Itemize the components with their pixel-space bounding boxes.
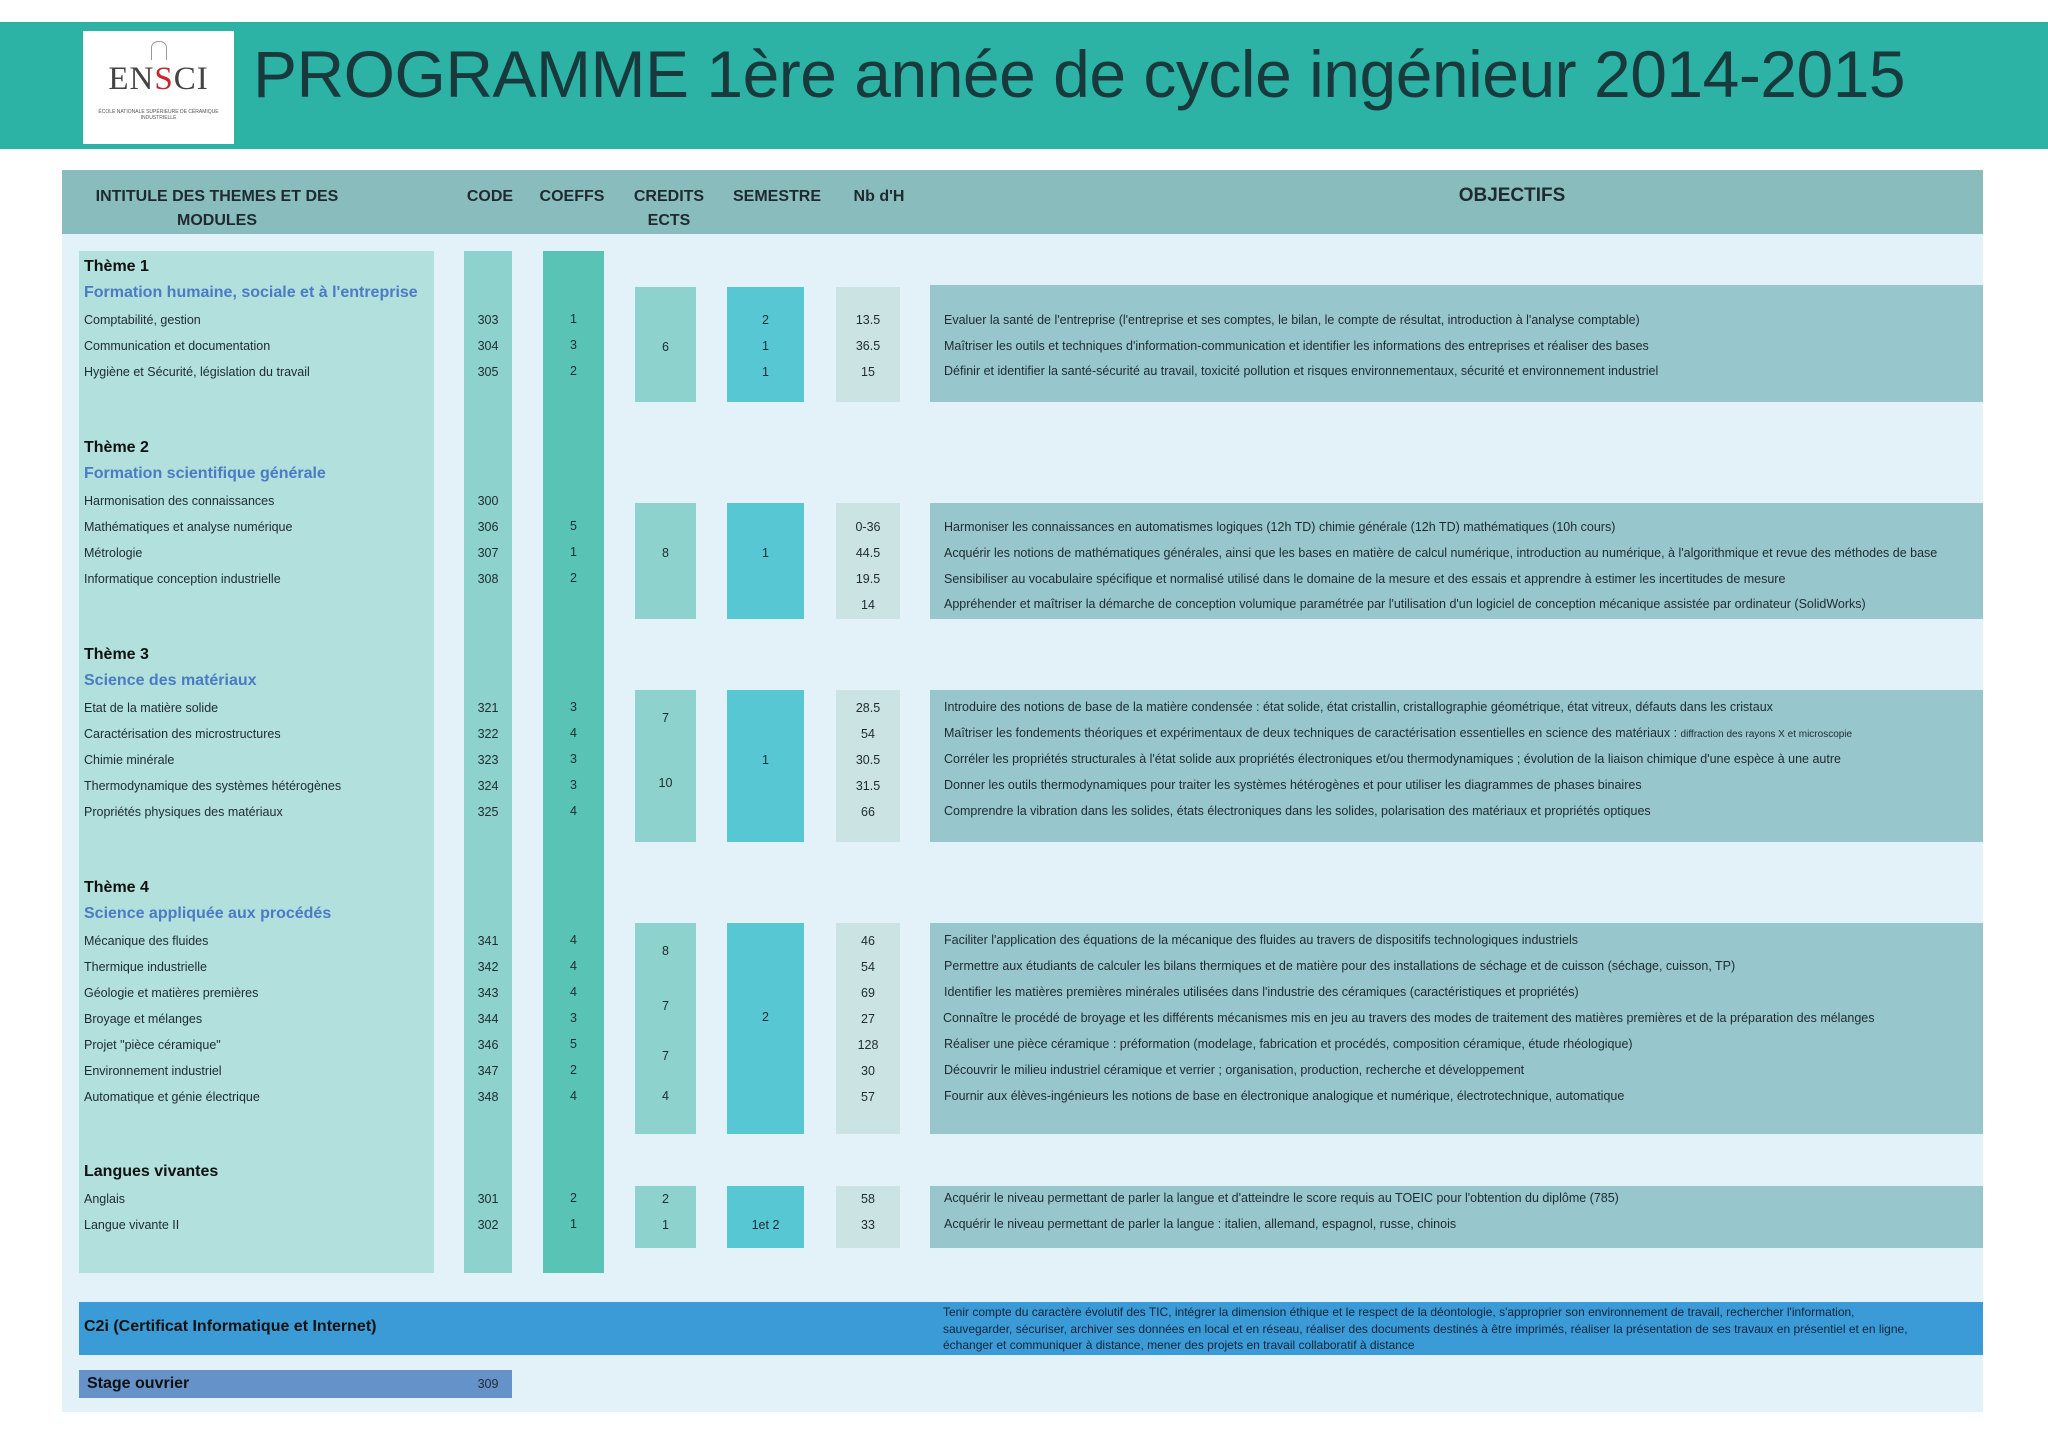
credits-value: 7 xyxy=(662,1049,669,1063)
module-name: Hygiène et Sécurité, législation du travail xyxy=(84,365,310,379)
module-coeff: 4 xyxy=(570,804,577,818)
module-hours: 15 xyxy=(861,365,875,379)
header-coeffs: COEFFS xyxy=(539,188,605,205)
module-hours: 30.5 xyxy=(855,753,881,767)
credits-value: 6 xyxy=(662,340,669,354)
module-code: 322 xyxy=(477,727,499,741)
module-hours: 14 xyxy=(861,598,875,612)
module-coeff: 1 xyxy=(570,312,577,326)
module-code: 325 xyxy=(477,805,499,819)
theme-label: Thème 1 xyxy=(84,258,149,275)
credits-block xyxy=(635,503,696,619)
module-code: 301 xyxy=(477,1192,499,1206)
module-hours: 44.5 xyxy=(855,546,881,560)
module-name: Projet "pièce céramique" xyxy=(84,1038,221,1052)
module-name: Caractérisation des microstructures xyxy=(84,727,281,741)
credits-value: 2 xyxy=(662,1192,669,1206)
module-hours: 54 xyxy=(861,960,875,974)
semestre-block xyxy=(727,923,804,1134)
module-coeff: 3 xyxy=(570,1011,577,1025)
module-objective: Acquérir le niveau permettant de parler la langue : italien, allemand, espagnol, russe, chinois xyxy=(944,1217,1457,1231)
ensci-logo xyxy=(83,31,234,144)
module-name: Comptabilité, gestion xyxy=(84,313,201,327)
module-name: Automatique et génie électrique xyxy=(84,1090,260,1104)
module-code: 323 xyxy=(477,753,499,767)
module-hours: 46 xyxy=(861,934,875,948)
module-coeff: 3 xyxy=(570,338,577,352)
module-code: 324 xyxy=(477,779,499,793)
module-code: 344 xyxy=(477,1012,499,1026)
module-coeff: 2 xyxy=(570,1191,577,1205)
logo-flame-icon xyxy=(151,41,167,60)
module-objective: Comprendre la vibration dans les solides, états électroniques dans les solides, polarisation des matériaux et propriétés optiques xyxy=(944,804,1651,818)
module-name: Thermodynamique des systèmes hétérogènes xyxy=(84,779,342,793)
theme-name: Formation humaine, sociale et à l'entreprise xyxy=(84,284,418,301)
module-objective: Réaliser une pièce céramique : préformation (modelage, fabrication et procédés, composition céramique, étude rhéologique) xyxy=(944,1037,1633,1051)
module-objective: Maîtriser les fondements théoriques et expérimentaux de deux techniques de caractérisation essentielles en science des matériaux : diffraction des rayons X et microscopie xyxy=(944,726,1853,740)
credits-value: 8 xyxy=(662,944,669,958)
module-hours: 28.5 xyxy=(855,701,881,715)
stage-row xyxy=(79,1370,512,1398)
module-objective: Corréler les propriétés structurales à l'état solide aux propriétés électroniques et/ou thermodynamiques ; évolution de la liaison chimique d'une espèce à une autre xyxy=(944,752,1841,766)
semestre-value: 1 xyxy=(762,546,769,560)
header-nbh: Nb d'H xyxy=(853,188,905,205)
theme-name: Formation scientifique générale xyxy=(84,465,326,482)
semestre-block xyxy=(727,1186,804,1248)
module-coeff: 2 xyxy=(570,1063,577,1077)
module-coeff: 3 xyxy=(570,700,577,714)
module-name: Métrologie xyxy=(84,546,143,560)
module-name: Langue vivante II xyxy=(84,1218,180,1232)
module-coeff: 3 xyxy=(570,752,577,766)
module-name: Environnement industriel xyxy=(84,1064,222,1078)
semestre-value: 2 xyxy=(762,1010,769,1024)
theme-name: Science appliquée aux procédés xyxy=(84,905,332,922)
theme-label: Thème 4 xyxy=(84,879,149,896)
module-semestre: 1 xyxy=(762,365,769,379)
module-hours: 54 xyxy=(861,727,875,741)
module-hours: 69 xyxy=(861,986,875,1000)
semestre-value: 1 xyxy=(762,753,769,767)
header-themes: INTITULE DES THEMES ET DES MODULES xyxy=(95,188,339,229)
module-code: 347 xyxy=(477,1064,499,1078)
credits-value: 7 xyxy=(662,711,669,725)
logo-wordmark: ENSCI xyxy=(108,61,209,97)
module-code: 342 xyxy=(477,960,499,974)
module-name: Mathématiques et analyse numérique xyxy=(84,520,293,534)
module-coeff: 4 xyxy=(570,1089,577,1103)
page-title: PROGRAMME 1ère année de cycle ingénieur 2014-2015 xyxy=(253,37,1906,111)
module-objective: Donner les outils thermodynamiques pour traiter les systèmes hétérogènes et pour utiliser les diagrammes de phases binaires xyxy=(944,778,1642,792)
module-coeff: 5 xyxy=(570,519,577,533)
module-code: 307 xyxy=(477,546,499,560)
module-objective: Fournir aux élèves-ingénieurs les notions de base en électronique analogique et numérique, électrotechnique, automatique xyxy=(944,1089,1625,1103)
module-objective: Maîtriser les outils et techniques d'information-communication et identifier les informations des entreprises et réaliser des bases xyxy=(944,339,1649,353)
module-objective: Introduire des notions de base de la matière condensée : état solide, état cristallin, cristallographie géométrique, état vitreux, défauts dans les cristaux xyxy=(944,700,1773,714)
credits-value: 4 xyxy=(662,1089,669,1103)
header-semestre: SEMESTRE xyxy=(732,188,821,205)
module-hours: 31.5 xyxy=(855,779,881,793)
module-code: 308 xyxy=(477,572,499,586)
module-name: Chimie minérale xyxy=(84,753,175,767)
credits-value: 1 xyxy=(662,1218,669,1232)
module-hours: 58 xyxy=(861,1192,875,1206)
module-coeff: 5 xyxy=(570,1037,577,1051)
module-code: 346 xyxy=(477,1038,499,1052)
module-objective: Sensibiliser au vocabulaire spécifique et normalisé utilisé dans le domaine de la mesure et des essais et apprendre à estimer les incertitudes de mesure xyxy=(944,572,1786,586)
module-name: Mécanique des fluides xyxy=(84,934,209,948)
theme-label: Thème 2 xyxy=(84,439,149,456)
module-coeff: 3 xyxy=(570,778,577,792)
module-coeff: 4 xyxy=(570,985,577,999)
module-coeff: 4 xyxy=(570,726,577,740)
theme-name: Science des matériaux xyxy=(84,672,257,689)
theme-label: Thème 3 xyxy=(84,646,149,663)
module-name: Propriétés physiques des matériaux xyxy=(84,805,283,819)
c2i-label: C2i (Certificat Informatique et Internet) xyxy=(84,1318,377,1335)
module-code: 341 xyxy=(477,934,499,948)
module-hours: 128 xyxy=(857,1038,879,1052)
module-semestre: 1 xyxy=(762,339,769,353)
module-semestre: 2 xyxy=(762,313,769,327)
module-code: 305 xyxy=(477,365,499,379)
module-hours: 66 xyxy=(861,805,875,819)
module-coeff: 2 xyxy=(570,364,577,378)
module-objective: Evaluer la santé de l'entreprise (l'entreprise et ses comptes, le bilan, le compte de résultat, introduction à l'analyse comptable) xyxy=(944,313,1640,327)
module-code: 304 xyxy=(477,339,499,353)
c2i-objective: Tenir compte du caractère évolutif des TIC, intégrer la dimension éthique et le respect de la déontologie, s'approprier son environnement de travail, rechercher l'information, sauvegarder, sécuriser, archiver ses données en local et en réseau, réaliser des documents destinés à être imprimés, réaliser la présentation de ses travaux en présentiel et en ligne, échanger et communiquer à distance, mener des projets en travail collaboratif à distance xyxy=(943,1305,1908,1352)
header-code: CODE xyxy=(466,188,514,205)
header-objectifs: OBJECTIFS xyxy=(1458,185,1566,206)
module-objective: Identifier les matières premières minérales utilisées dans l'industrie des céramiques (caractéristiques et propriétés) xyxy=(944,985,1579,999)
stage-label: Stage ouvrier xyxy=(87,1375,190,1392)
semestre-block xyxy=(727,503,804,619)
logo-subtitle: ÉCOLE NATIONALE SUPÉRIEURE DE CÉRAMIQUE INDUSTRIELLE xyxy=(98,109,219,121)
semestre-value: 1et 2 xyxy=(751,1218,780,1232)
credits-value: 10 xyxy=(658,776,673,790)
module-name: Géologie et matières premières xyxy=(84,986,259,1000)
module-code: 300 xyxy=(477,494,499,508)
module-name: Communication et documentation xyxy=(84,339,271,353)
module-hours: 13.5 xyxy=(855,313,881,327)
module-hours: 27 xyxy=(861,1012,875,1026)
module-hours: 36.5 xyxy=(855,339,881,353)
module-objective: Acquérir le niveau permettant de parler la langue et d'atteindre le score requis au TOEIC pour l'obtention du diplôme (785) xyxy=(944,1191,1619,1205)
credits-value: 8 xyxy=(662,546,669,560)
module-name: Thermique industrielle xyxy=(84,960,207,974)
module-name: Informatique conception industrielle xyxy=(84,572,281,586)
module-name: Etat de la matière solide xyxy=(84,701,219,715)
module-hours: 57 xyxy=(861,1090,875,1104)
module-name: Broyage et mélanges xyxy=(84,1012,203,1026)
module-coeff: 2 xyxy=(570,571,577,585)
module-coeff: 1 xyxy=(570,545,577,559)
module-objective: Harmoniser les connaissances en automatismes logiques (12h TD) chimie générale (12h TD) mathématiques (10h cours) xyxy=(944,520,1616,534)
module-objective: Connaître le procédé de broyage et les différents mécanismes mis en jeu au travers des modes de traitement des matières premières et de la préparation des mélanges xyxy=(943,1011,1875,1025)
module-code: 321 xyxy=(477,701,499,715)
module-objective: Permettre aux étudiants de calculer les bilans thermiques et de matière pour des installations de séchage et de cuisson (séchage, cuisson, TP) xyxy=(944,959,1736,973)
module-objective: Appréhender et maîtriser la démarche de conception volumique paramétrée par l'utilisation d'un logiciel de conception mécanique assistée par ordinateur (SolidWorks) xyxy=(944,597,1866,611)
module-name: Anglais xyxy=(84,1192,125,1206)
module-hours: 19.5 xyxy=(855,572,881,586)
theme-label: Langues vivantes xyxy=(84,1163,219,1180)
module-hours: 30 xyxy=(861,1064,875,1078)
module-coeff: 4 xyxy=(570,959,577,973)
module-objective: Définir et identifier la santé-sécurité au travail, toxicité pollution et risques environnementaux, sécurité et environnement industriel xyxy=(944,364,1659,378)
module-objective: Acquérir les notions de mathématiques générales, ainsi que les bases en matière de calcul numérique, introduction au numérique, à l'algorithmique et revue des méthodes de base xyxy=(944,546,1938,560)
table-header-row xyxy=(62,170,1983,234)
module-objective: Faciliter l'application des équations de la mécanique des fluides au travers de dispositifs technologiques industriels xyxy=(944,933,1579,947)
c2i-row xyxy=(79,1302,1983,1355)
module-code: 343 xyxy=(477,986,499,1000)
module-code: 303 xyxy=(477,313,499,327)
stage-code: 309 xyxy=(477,1377,499,1391)
module-coeff: 1 xyxy=(570,1217,577,1231)
module-code: 302 xyxy=(477,1218,499,1232)
credits-value: 7 xyxy=(662,999,669,1013)
module-code: 348 xyxy=(477,1090,499,1104)
module-hours: 0-36 xyxy=(855,520,881,534)
module-coeff: 4 xyxy=(570,933,577,947)
module-objective: Découvrir le milieu industriel céramique et verrier ; organisation, production, recherche et développement xyxy=(944,1063,1525,1077)
module-hours: 33 xyxy=(861,1218,875,1232)
module-code: 306 xyxy=(477,520,499,534)
header-credits: CREDITS ECTS xyxy=(633,188,705,229)
module-name: Harmonisation des connaissances xyxy=(84,494,275,508)
